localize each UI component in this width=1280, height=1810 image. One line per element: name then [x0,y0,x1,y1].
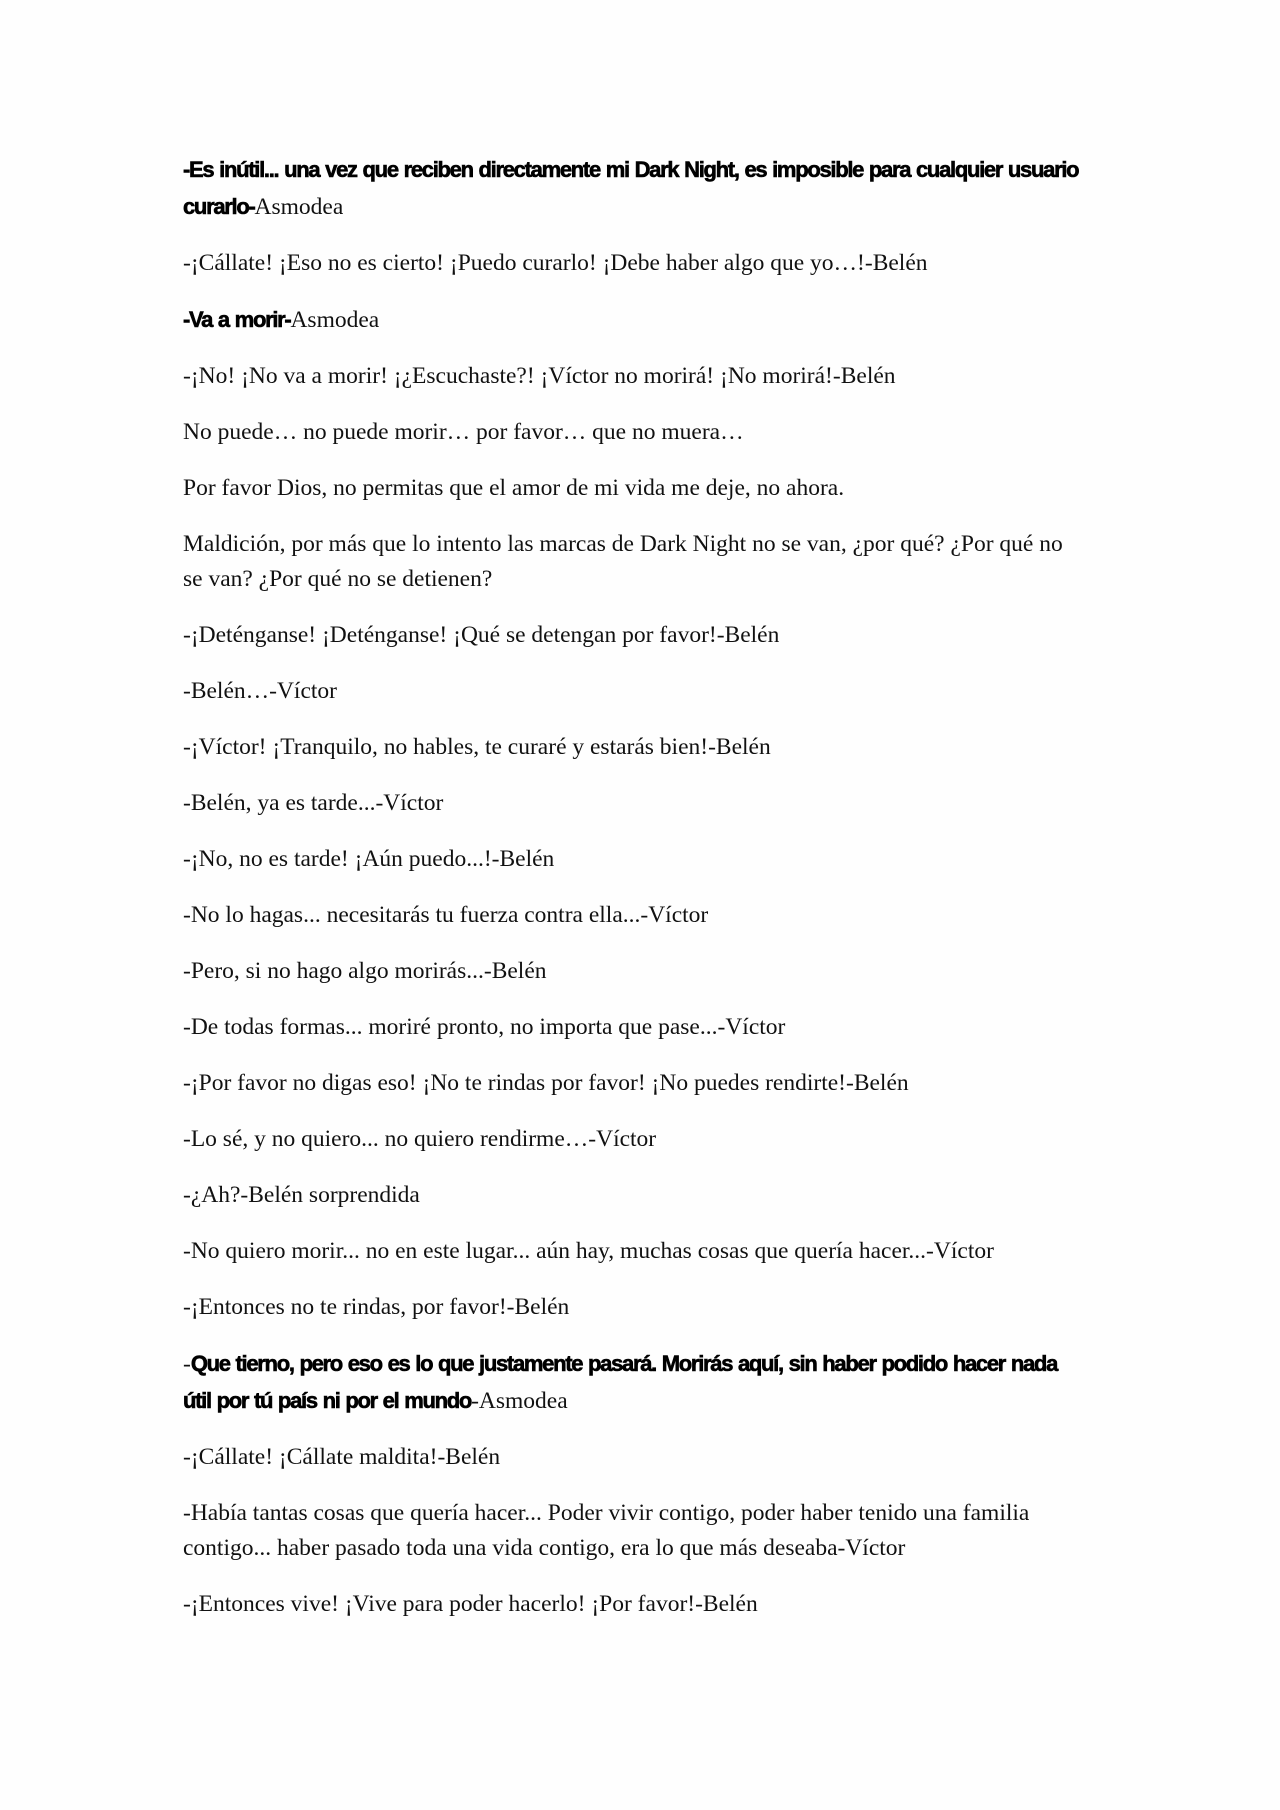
paragraph [183,415,1088,451]
paragraph [183,302,1088,339]
dialogue-text: -No lo hagas... necesitarás tu fuerza contra ella...-Víctor [183,902,709,928]
paragraph [183,246,1088,282]
villain-speech: -Va a morir- [183,306,291,332]
dialogue-text: -¡Cállate! ¡Eso no es cierto! ¡Puedo curarlo! ¡Debe haber algo que yo…!-Belén [183,249,928,276]
speaker-tag: Asmodea [254,193,344,220]
paragraph [183,527,1088,598]
dialogue-text: -¡Entonces vive! ¡Vive para poder hacerlo! ¡Por favor!-Belén [183,1591,758,1617]
paragraph [183,1010,1088,1046]
dialogue-text: -Había tantas cosas que quería hacer... Poder vivir contigo, poder haber tenido una familia contigo... haber pasado toda una vida contigo, era lo que más deseaba-Víctor [183,1499,1030,1561]
villain-speech: Que tierno, pero eso es lo que justamente pasará. Morirás aquí, sin haber podido hacer nada útil por tú país ni por el mundo [183,1351,1058,1413]
paragraph [183,1178,1088,1214]
dialogue-text: -Belén…-Víctor [183,678,338,704]
dialogue-text: -¡Entonces no te rindas, por favor!-Belén [183,1294,570,1320]
dialogue-text: -Lo sé, y no quiero... no quiero rendirme…-Víctor [183,1126,657,1152]
dialogue-text: -¡Por favor no digas eso! ¡No te rindas por favor! ¡No puedes rendirte!-Belén [183,1070,909,1096]
villain-speech: -Es inútil... una vez que reciben directamente mi Dark Night, es imposible para cualquier usuario curarlo- [183,157,1079,219]
document-page [183,152,1088,1643]
paragraph [183,1290,1088,1326]
paragraph [183,359,1088,395]
dialogue-text: -¡No, no es tarde! ¡Aún puedo...!-Belén [183,846,555,872]
paragraph [183,730,1088,766]
paragraph [183,1122,1088,1158]
paragraph [183,471,1088,507]
paragraph [183,1496,1088,1567]
speaker-tag: -Asmodea [471,1387,568,1414]
paragraph [183,1587,1088,1623]
paragraph [183,898,1088,934]
dialogue-text: -Pero, si no hago algo morirás...-Belén [183,958,547,984]
paragraph [183,842,1088,878]
dialogue-text: -¡No! ¡No va a morir! ¡¿Escuchaste?! ¡Víctor no morirá! ¡No morirá!-Belén [183,362,896,389]
dialogue-text: -¿Ah?-Belén sorprendida [183,1182,420,1208]
narration-text: No puede… no puede morir… por favor… que no muera… [183,418,744,445]
dash: - [183,1351,191,1377]
narration-text: Maldición, por más que lo intento las marcas de Dark Night no se van, ¿por qué? ¿Por qué no se van? ¿Por qué no se detienen? [183,530,1063,592]
paragraph [183,152,1088,225]
paragraph [183,954,1088,990]
narration-text: Por favor Dios, no permitas que el amor de mi vida me deje, no ahora. [183,474,845,501]
dialogue-text: -¡Cállate! ¡Cállate maldita!-Belén [183,1443,501,1470]
paragraph [183,674,1088,710]
speaker-tag: Asmodea [290,306,380,333]
paragraph [183,786,1088,822]
paragraph [183,1234,1088,1270]
dialogue-text: -Belén, ya es tarde...-Víctor [183,790,444,816]
paragraph [183,1440,1088,1476]
paragraph [183,618,1088,654]
dialogue-text: -No quiero morir... no en este lugar... aún hay, muchas cosas que quería hacer...-Víctor [183,1238,994,1264]
paragraph [183,1066,1088,1102]
dialogue-text: -¡Víctor! ¡Tranquilo, no hables, te curaré y estarás bien!-Belén [183,734,771,760]
paragraph [183,1346,1088,1419]
dialogue-text: -De todas formas... moriré pronto, no importa que pase...-Víctor [183,1014,786,1040]
dialogue-text: -¡Deténganse! ¡Deténganse! ¡Qué se detengan por favor!-Belén [183,622,780,648]
